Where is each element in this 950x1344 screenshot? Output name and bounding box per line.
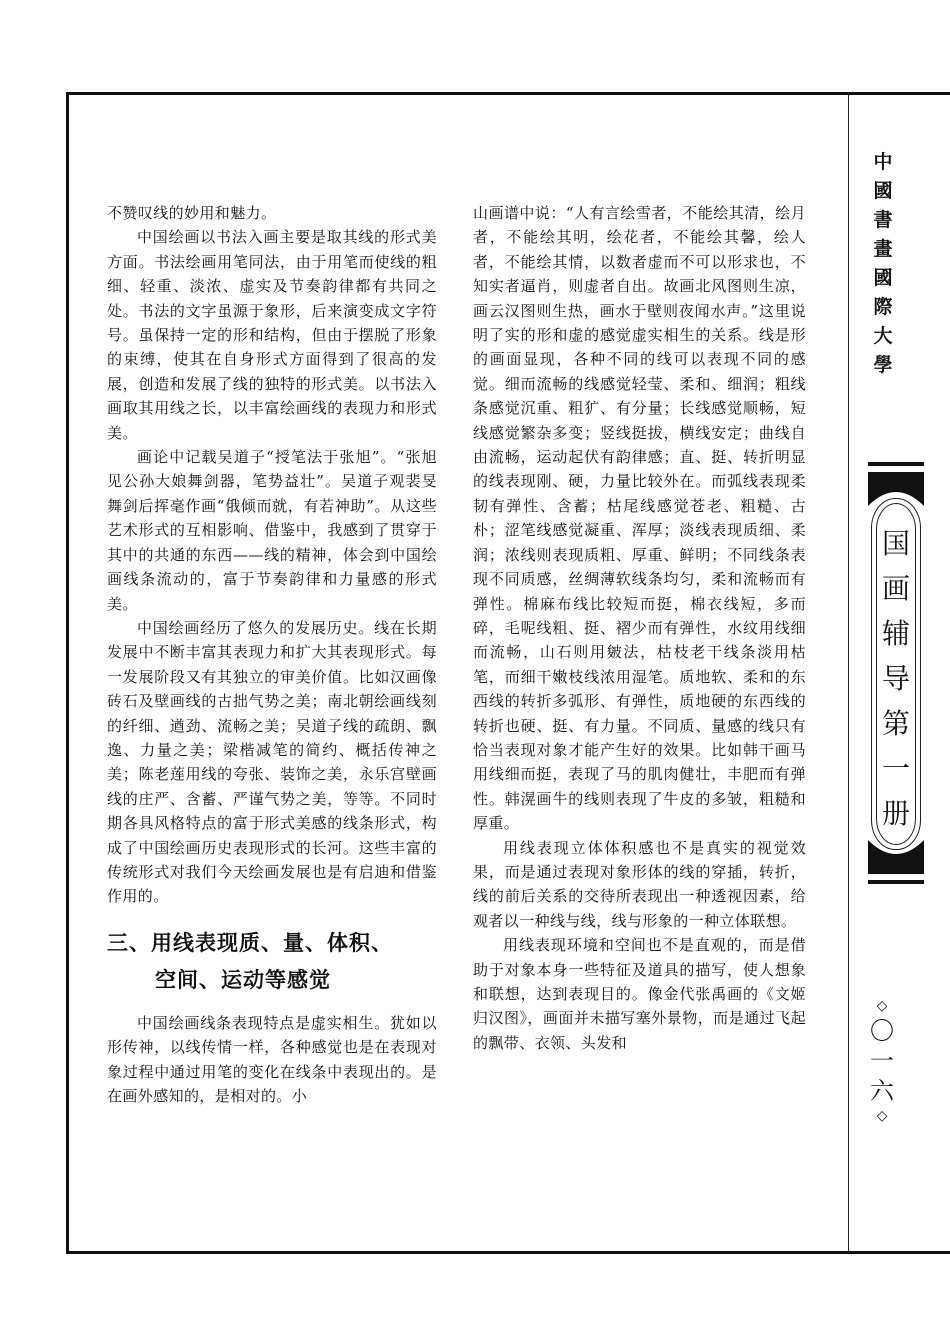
institution-char: 國: [873, 267, 893, 289]
page-number: [868, 996, 896, 1126]
institution-char: 書: [873, 209, 893, 231]
series-char: 辅: [881, 617, 910, 650]
institution-char: 大: [873, 325, 893, 347]
right-column: [473, 201, 806, 1055]
cartouche-top-band: [868, 462, 924, 466]
left-column: [107, 201, 437, 1108]
institution-char: 際: [873, 296, 893, 318]
diamond-icon: ◇: [876, 998, 888, 1014]
section-heading-line: 三、用线表现质、量、体积、: [107, 930, 393, 955]
series-char: 画: [881, 572, 910, 605]
paragraph: 中国绘画线条表现特点是虚实相生。犹如以形传神，以线传情一样，各种感觉也是在表现对象过程中通过用笔的变化在线条中表现出的。是在画外感知的，是相对的。小: [107, 1013, 437, 1105]
section-heading-line: 空间、运动等感觉: [155, 967, 331, 992]
series-char: 册: [881, 797, 910, 830]
page-number-char: 六: [870, 1077, 894, 1105]
paragraph: 中国绘画经历了悠久的发展历史。线在长期发展中不断丰富其表现力和扩大其表现形式。每一发展阶段又有其独立的审美价值。比如汉画像砖石及壁画线的古拙气势之美；南北朝绘画线刻的纤细、遒劲、流畅之美；吴道子线的疏朗、飘逸、力量之美；梁楷减笔的简约、概括传神之美；陈老莲用线的夸张、装饰之美，永乐宫壁画线的庄严、含蓄、严谨气势之美，等等。不同时期各具风格特点的富于形式美感的线条形式，构成了中国绘画历史表现形式的长河。这些丰富的传统形式对我们今天绘画发展也是有启迪和借鉴作用的。: [107, 618, 437, 906]
cartouche-bottom-band: [868, 880, 924, 884]
paragraph: 用线表现立体体积感也不是真实的视觉效果，而是通过表现对象形体的线的穿插，转折，线的前后关系的交待所表现出一种透视因素，给观者以一种线与线，线与形象的一种立体联想。: [473, 838, 806, 930]
paragraph: 画论中记载吴道子“授笔法于张旭”。“张旭见公孙大娘舞剑器，笔势益壮”。吴道子观裴旻舞剑后挥毫作画“俄倾而就，有若神助”。从这些艺术形式的互相影响、借鉴中，我感到了贯穿于其中的共通的东西——线的精神，体会到中国绘画线条流动的，富于节奏韵律和力量感的形式美。: [107, 448, 437, 613]
institution-char: 學: [873, 354, 893, 376]
page-number-char: 一: [870, 1047, 894, 1075]
paragraph: 中国绘画以书法入画主要是取其线的形式美方面。书法绘画用笔同法，由于用笔而使线的粗细、轻重、淡浓、虚实及节奏韵律都有共同之处。书法的文字虽源于象形，后来演变成文字符号。虽保持一定的形和结构，但由于摆脱了形象的束缚，使其在自身形式方面得到了很高的发展，创造和发展了线的独特的形式美。以书法入画取其用线之长，以丰富绘画线的表现力和形式美。: [107, 228, 437, 442]
cartouche-bottom-arch-icon: [868, 840, 924, 874]
paragraph: 山画谱中说：“人有言绘雪者，不能绘其清，绘月者，不能绘其明，绘花者，不能绘其馨，绘人者，不能绘其情，以数者虚而不可以形求也，不知实者逼肖，则虚者自出。故画北风图则生凉，画云汉图则生热，画水于壁则夜闻水声。”这里说明了实的形和虚的感觉虚实相生的关系。线是形的画面显现，各种不同的线可以表现不同的感觉。细而流畅的线感觉轻莹、柔和、细润；粗线条感觉沉重、粗犷、有分量；长线感觉顺畅，短线感觉繁杂多变；竖线挺拔，横线安定；曲线自由流畅，运动起伏有韵律感；直、挺、转折明显的线表现刚、硬，力量比较外在。而弧线表现柔韧有弹性、含蓄；枯尾线感觉苍老、粗糙、古朴；涩笔线感觉凝重、浑厚；淡线表现质细、柔润；浓线则表现质粗、厚重、鲜明；不同线条表现不同质感，丝绸薄软线条均匀，柔和流畅而有弹性。棉麻布线比较短而挺，棉衣线短，多而碎，毛呢线粗、挺、褶少而有弹性，水纹用线细而流畅，山石则用皴法，枯枝老干线条淡用枯笔，而细干嫩枝线浓用湿笔。质地软、柔和的东西线的转折多弧形、有弹性，质地硬的东西线的转折也硬、挺、有力量。不同质、量感的线只有恰当表现对象才能产生好的效果。比如韩干画马用线细而挺，表现了马的肌肉健壮，丰肥而有弹性。韩滉画牛的线则表现了牛皮的多皱，粗糙和厚重。: [473, 204, 806, 833]
series-char: 国: [881, 527, 910, 560]
paragraph: 用线表现环境和空间也不是直观的，而是借助于对象本身一些特征及道具的描写，使人想象和联想，达到表现目的。像金代张禹画的《文姬归汉图》，画面并未描写塞外景物，而是通过飞起的飘带、衣领、头发和: [473, 936, 806, 1052]
section-heading: [107, 925, 437, 999]
cartouche-panel: [871, 498, 921, 850]
institution-char: 國: [873, 180, 893, 202]
sidebar-divider: [848, 92, 849, 1251]
page-number-char: 〇: [870, 1017, 894, 1045]
series-cartouche: [868, 462, 924, 884]
series-char: 导: [881, 662, 910, 695]
series-char: 一: [881, 752, 910, 785]
series-title: [872, 521, 920, 836]
institution-name: [872, 148, 894, 380]
paragraph: 不赞叹线的妙用和魅力。: [107, 204, 277, 222]
institution-char: 中: [873, 151, 893, 173]
series-char: 第: [881, 707, 910, 740]
diamond-icon: ◇: [876, 1108, 888, 1124]
institution-char: 畫: [873, 238, 893, 260]
